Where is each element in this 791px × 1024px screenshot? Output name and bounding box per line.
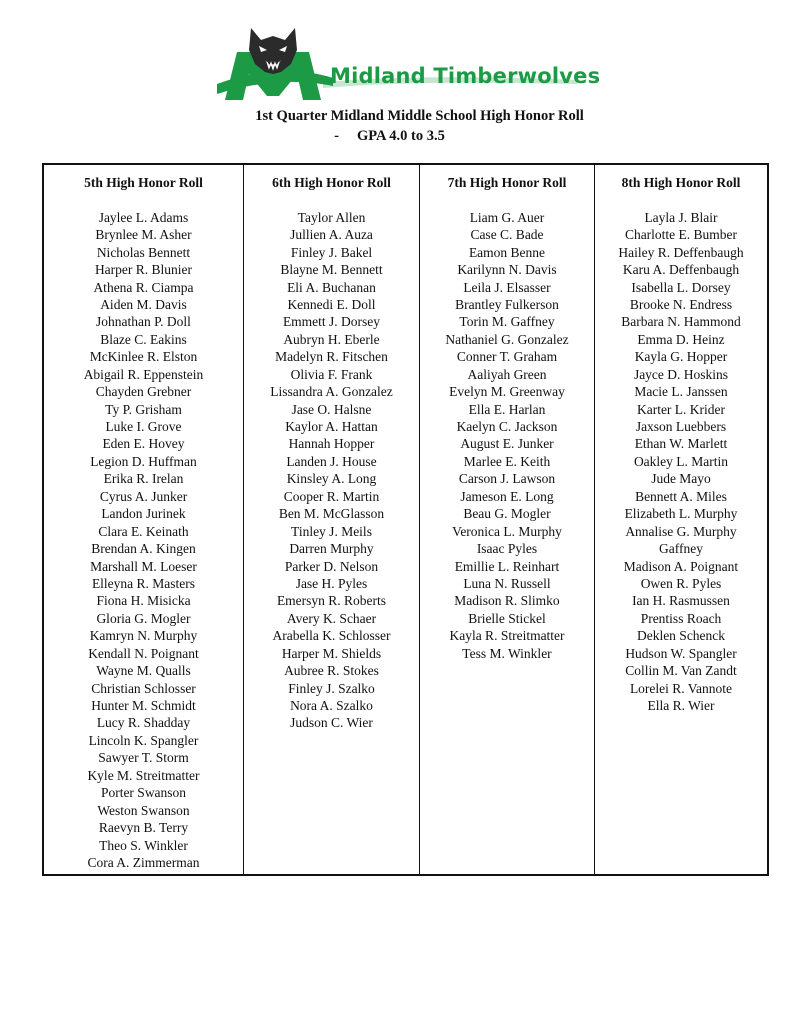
student-name: Clara E. Keinath xyxy=(98,523,189,539)
grade-5-column xyxy=(44,165,244,874)
student-name: Karter L. Krider xyxy=(636,401,726,417)
student-name: Emma D. Heinz xyxy=(637,331,725,347)
student-name: Johnathan P. Doll xyxy=(96,314,191,330)
student-name: Eli A. Buchanan xyxy=(287,279,376,295)
student-name: Deklen Schenck xyxy=(636,628,726,644)
student-name: Judson C. Wier xyxy=(290,715,373,731)
subtitle-dash: - xyxy=(334,128,339,144)
student-name: Emersyn R. Roberts xyxy=(276,593,387,609)
student-name: Eden E. Hovey xyxy=(102,436,185,452)
student-name: Macie L. Janssen xyxy=(634,384,728,400)
student-name: Jaylee L. Adams xyxy=(98,209,189,225)
student-name: Jase O. Halsne xyxy=(291,401,372,417)
student-name: Tinley J. Meils xyxy=(291,523,372,539)
student-name: Aubree R. Stokes xyxy=(284,663,379,679)
student-name: Evelyn M. Greenway xyxy=(449,384,565,400)
student-name: Lorelei R. Vannote xyxy=(629,680,733,696)
student-name: Conner T. Graham xyxy=(456,349,558,365)
student-name: Theo S. Winkler xyxy=(99,837,188,853)
student-name: Lissandra A. Gonzalez xyxy=(270,384,393,400)
student-name: Ty P. Grisham xyxy=(105,401,182,417)
student-name: Kennedi E. Doll xyxy=(287,296,376,312)
student-name: Bennett A. Miles xyxy=(635,488,727,504)
student-name: Arabella K. Schlosser xyxy=(272,628,391,644)
student-name: Cooper R. Martin xyxy=(283,488,380,504)
student-name: Leila J. Elsasser xyxy=(463,279,551,295)
student-name: Erika R. Irelan xyxy=(103,471,184,487)
student-name: Ian H. Rasmussen xyxy=(632,593,730,609)
student-name: Oakley L. Martin xyxy=(633,453,729,469)
student-name: Athena R. Ciampa xyxy=(93,279,194,295)
student-name: Jaxson Luebbers xyxy=(635,419,727,435)
student-name: Christian Schlosser xyxy=(91,680,196,696)
student-name: Brendan A. Kingen xyxy=(91,541,196,557)
student-name: Kyle M. Streitmatter xyxy=(87,767,200,783)
student-name: Carson J. Lawson xyxy=(458,471,556,487)
student-name: Lucy R. Shadday xyxy=(96,715,191,731)
student-name: Collin M. Van Zandt xyxy=(625,663,737,679)
student-name: Liam G. Auer xyxy=(469,209,545,225)
student-name: Ella E. Harlan xyxy=(468,401,546,417)
gpa-range: GPA 4.0 to 3.5 xyxy=(356,128,445,144)
student-name: Emmett J. Dorsey xyxy=(282,314,381,330)
student-name: Beau G. Mogler xyxy=(463,506,551,522)
student-name: Elleyna R. Masters xyxy=(91,575,196,591)
student-name: Aiden M. Davis xyxy=(100,296,187,312)
student-name: Harper M. Shields xyxy=(281,645,382,661)
student-name: McKinlee R. Elston xyxy=(89,349,198,365)
student-name: Gaffney xyxy=(659,541,703,557)
student-name: Ethan W. Marlett xyxy=(634,436,728,452)
student-name: Veronica L. Murphy xyxy=(452,523,562,539)
student-name: Layla J. Blair xyxy=(644,209,718,225)
honor-roll-table xyxy=(42,163,769,876)
grade-7-column xyxy=(420,165,595,874)
student-name: Emillie L. Reinhart xyxy=(454,558,560,574)
student-name: Finley J. Szalko xyxy=(288,680,375,696)
student-name: Cyrus A. Junker xyxy=(99,488,188,504)
wolf-m-logo-icon xyxy=(215,22,585,104)
student-name: Marshall M. Loeser xyxy=(90,558,197,574)
student-name: Charlotte E. Bumber xyxy=(624,227,738,243)
student-name: Luke I. Grove xyxy=(105,419,182,435)
student-name: Annalise G. Murphy xyxy=(625,523,737,539)
student-name: Landon Jurinek xyxy=(101,506,186,522)
student-name: Elizabeth L. Murphy xyxy=(624,506,738,522)
student-name: Avery K. Schaer xyxy=(286,610,377,626)
student-name: Darren Murphy xyxy=(289,541,374,557)
student-name: Hannah Hopper xyxy=(288,436,375,452)
student-name: Blayne M. Bennett xyxy=(280,262,383,278)
student-name: Case C. Bade xyxy=(470,227,544,243)
grade-6-column xyxy=(244,165,420,874)
student-name: Kaelyn C. Jackson xyxy=(456,419,558,435)
student-name: Karilynn N. Davis xyxy=(457,262,557,278)
student-name: Legion D. Huffman xyxy=(90,453,197,469)
student-name: Jayce D. Hoskins xyxy=(633,366,729,382)
student-name: Madelyn R. Fitschen xyxy=(275,349,388,365)
student-name: Eamon Benne xyxy=(468,244,546,260)
student-name: Tess M. Winkler xyxy=(462,645,552,661)
student-name: Aaliyah Green xyxy=(467,366,547,382)
student-name: Wayne M. Qualls xyxy=(96,663,191,679)
grade-6-heading: 6th High Honor Roll xyxy=(272,175,391,190)
student-name: Karu A. Deffenbaugh xyxy=(622,262,740,278)
student-name: Torin M. Gaffney xyxy=(459,314,555,330)
grade-8-heading: 8th High Honor Roll xyxy=(621,175,741,190)
student-name: Kayla R. Streitmatter xyxy=(449,628,565,644)
page-title: 1st Quarter Midland Middle School High Honor Roll xyxy=(255,108,584,124)
student-name: Madison A. Poignant xyxy=(623,558,739,574)
student-name: Harper R. Blunier xyxy=(94,262,193,278)
student-name: Finley J. Bakel xyxy=(290,244,373,260)
student-name: Jullien A. Auza xyxy=(290,227,373,243)
student-name: Aubryn H. Eberle xyxy=(283,331,380,347)
student-name: Raevyn B. Terry xyxy=(98,820,189,836)
student-name: Owen R. Pyles xyxy=(640,575,722,591)
student-name: Parker D. Nelson xyxy=(284,558,379,574)
student-name: Brynlee M. Asher xyxy=(95,227,192,243)
grade-7-name-list xyxy=(420,209,594,662)
student-name: Ben M. McGlasson xyxy=(278,506,385,522)
student-name: Hunter M. Schmidt xyxy=(91,698,196,714)
student-name: August E. Junker xyxy=(460,436,554,452)
student-name: Weston Swanson xyxy=(97,802,190,818)
grade-5-heading: 5th High Honor Roll xyxy=(84,175,203,190)
student-name: Marlee E. Keith xyxy=(463,453,551,469)
student-name: Ella R. Wier xyxy=(647,698,715,714)
student-name: Jase H. Pyles xyxy=(295,575,368,591)
student-name: Gloria G. Mogler xyxy=(96,610,191,626)
student-name: Olivia F. Frank xyxy=(290,366,373,382)
student-name: Chayden Grebner xyxy=(95,384,192,400)
student-name: Luna N. Russell xyxy=(463,575,551,591)
student-name: Fiona H. Misicka xyxy=(96,593,191,609)
student-name: Barbara N. Hammond xyxy=(621,314,741,330)
grade-8-column xyxy=(595,165,767,874)
student-name: Nathaniel G. Gonzalez xyxy=(445,331,569,347)
student-name: Hudson W. Spangler xyxy=(625,645,737,661)
grade-8-name-list xyxy=(595,209,767,715)
grade-5-name-list xyxy=(44,209,243,872)
student-name: Kaylor A. Hattan xyxy=(285,419,378,435)
student-name: Hailey R. Deffenbaugh xyxy=(618,244,744,260)
student-name: Kamryn N. Murphy xyxy=(89,628,198,644)
student-name: Taylor Allen xyxy=(297,209,366,225)
gpa-subtitle xyxy=(0,128,785,145)
student-name: Abigail R. Eppenstein xyxy=(83,366,204,382)
student-name: Kendall N. Poignant xyxy=(88,645,199,661)
student-name: Nora A. Szalko xyxy=(290,698,373,714)
student-name: Blaze C. Eakins xyxy=(100,331,187,347)
student-name: Brielle Stickel xyxy=(468,610,546,626)
student-name: Lincoln K. Spangler xyxy=(88,732,199,748)
student-name: Brooke N. Endress xyxy=(629,296,733,312)
logo-wordmark: Midland Timberwolves xyxy=(330,64,601,88)
student-name: Cora A. Zimmerman xyxy=(87,854,200,870)
student-name: Landen J. House xyxy=(286,453,377,469)
student-name: Jude Mayo xyxy=(651,471,711,487)
student-name: Brantley Fulkerson xyxy=(455,296,559,312)
student-name: Porter Swanson xyxy=(100,785,187,801)
student-name: Isabella L. Dorsey xyxy=(631,279,731,295)
student-name: Prentiss Roach xyxy=(640,610,722,626)
student-name: Kayla G. Hopper xyxy=(634,349,728,365)
grade-6-name-list xyxy=(244,209,419,732)
student-name: Madison R. Slimko xyxy=(454,593,560,609)
student-name: Nicholas Bennett xyxy=(96,244,191,260)
student-name: Jameson E. Long xyxy=(460,488,554,504)
student-name: Kinsley A. Long xyxy=(286,471,377,487)
grade-7-heading: 7th High Honor Roll xyxy=(447,175,567,190)
midland-timberwolves-logo xyxy=(215,22,585,104)
student-name: Isaac Pyles xyxy=(476,541,538,557)
student-name: Sawyer T. Storm xyxy=(98,750,189,766)
